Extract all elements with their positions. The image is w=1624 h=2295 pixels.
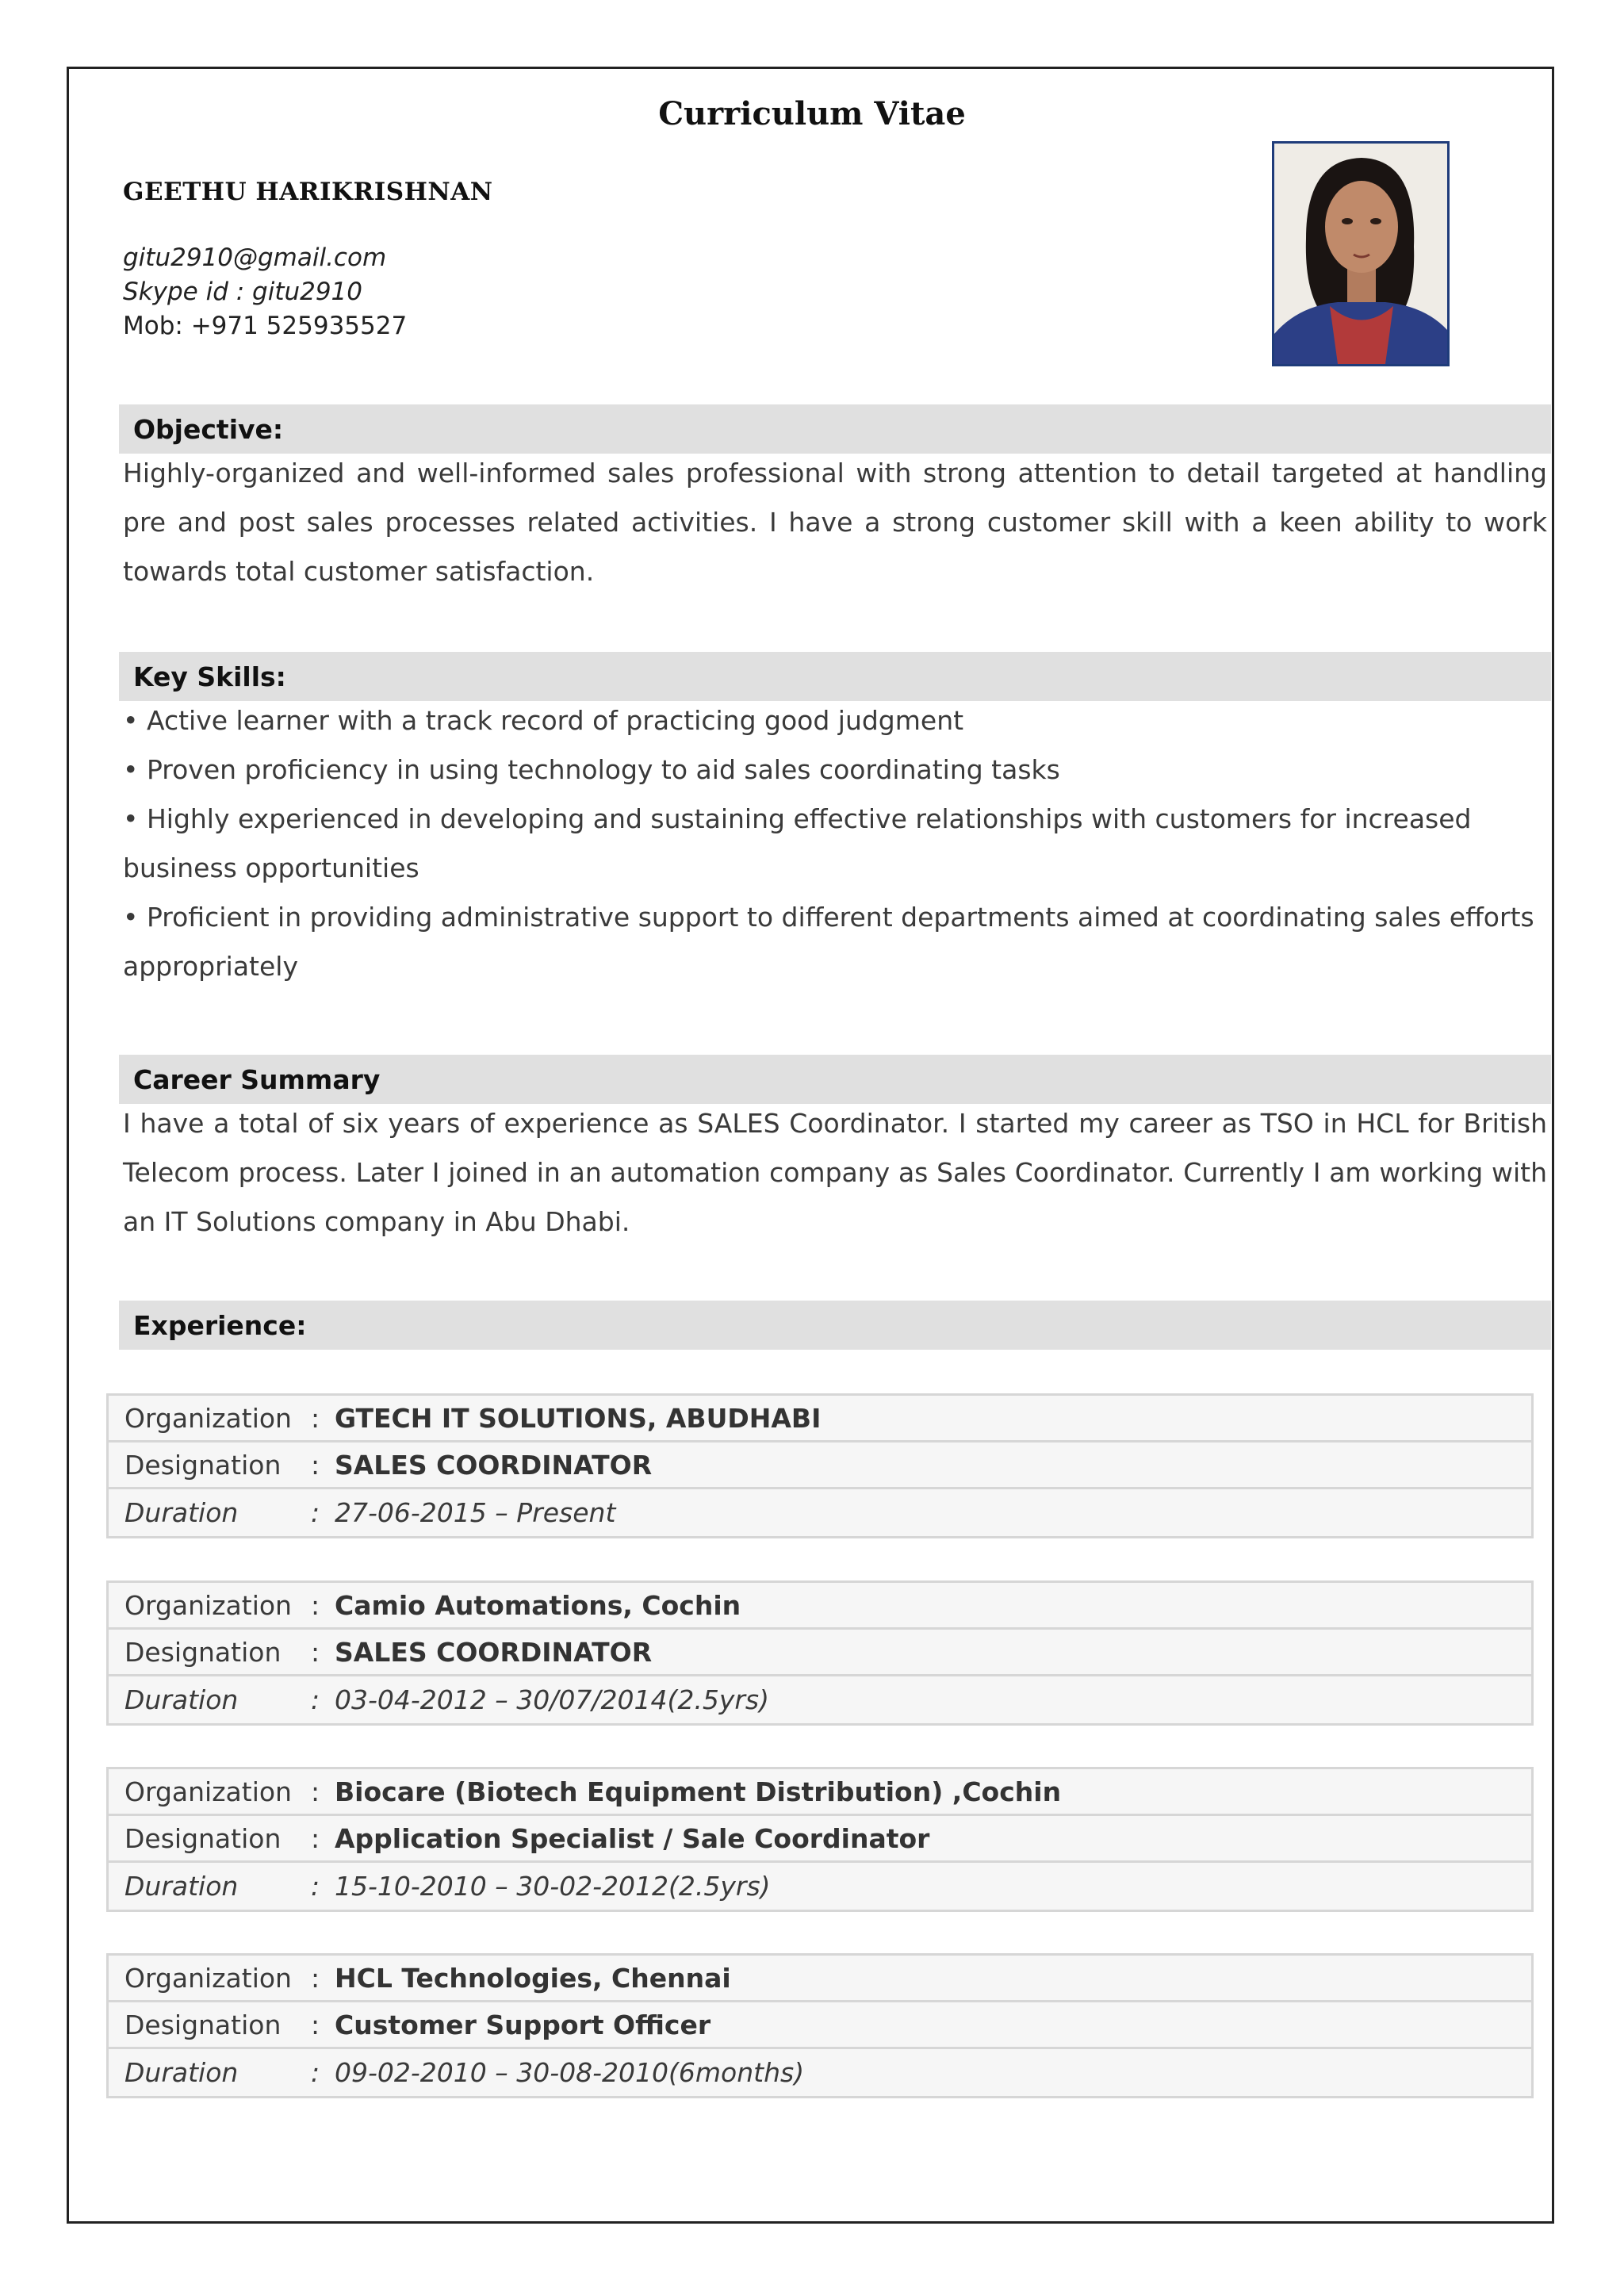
- duration-row: [109, 2049, 1531, 2096]
- organization-value: Biocare (Biotech Equipment Distribution) ,Cochin: [335, 1776, 1062, 1807]
- duration-label: Duration: [124, 2057, 239, 2088]
- section-heading-objective: Objective:: [119, 404, 1551, 454]
- skill-item: • Proven proficiency in using technology to aid sales coordinating tasks: [123, 754, 1060, 785]
- duration-value: 09-02-2010 – 30-08-2010(6months): [335, 2057, 805, 2088]
- skill-item: • Highly experienced in developing and sustaining effective relationships with customers for increased business opportunities: [123, 803, 1472, 883]
- portrait-image: [1274, 144, 1447, 364]
- organization-label: Organization: [124, 1402, 292, 1434]
- designation-row: [109, 1816, 1531, 1863]
- separator: :: [311, 1589, 320, 1621]
- organization-value: Camio Automations, Cochin: [335, 1589, 741, 1621]
- organization-row: [109, 1769, 1531, 1816]
- duration-row: [109, 1863, 1531, 1910]
- organization-label: Organization: [124, 1589, 292, 1621]
- organization-value: GTECH IT SOLUTIONS, ABUDHABI: [335, 1402, 822, 1434]
- skill-item: • Active learner with a track record of practicing good judgment: [123, 705, 964, 736]
- designation-value: SALES COORDINATOR: [335, 1636, 653, 1668]
- duration-label: Duration: [124, 1871, 239, 1902]
- organization-label: Organization: [124, 1776, 292, 1807]
- experience-entry: [106, 1767, 1534, 1912]
- section-heading-key-skills: Key Skills:: [119, 652, 1551, 701]
- separator: :: [311, 1871, 320, 1902]
- experience-entry: [106, 1393, 1534, 1538]
- career-summary-text: I have a total of six years of experience as SALES Coordinator. I started my career as TSO in HCL for British Telecom process. Later I joined in an automation company as Sales Coordinator. Currently I am working with an IT Solutions company in Abu Dhabi.: [123, 1108, 1547, 1237]
- experience-entry: [106, 1580, 1534, 1726]
- duration-row: [109, 1489, 1531, 1536]
- organization-row: [109, 1396, 1531, 1443]
- designation-value: Customer Support Officer: [335, 2009, 711, 2040]
- separator: :: [311, 1776, 320, 1807]
- separator: :: [311, 1822, 320, 1854]
- duration-value: 03-04-2012 – 30/07/2014(2.5yrs): [335, 1684, 769, 1715]
- designation-label: Designation: [124, 1449, 282, 1481]
- designation-row: [109, 1443, 1531, 1489]
- separator: :: [311, 1449, 320, 1481]
- duration-label: Duration: [124, 1684, 239, 1715]
- separator: :: [311, 1636, 320, 1668]
- mobile-number: Mob: +971 525935527: [123, 312, 408, 340]
- section-heading-experience: Experience:: [119, 1301, 1551, 1350]
- designation-row: [109, 1630, 1531, 1676]
- separator: :: [311, 1962, 320, 1994]
- organization-label: Organization: [124, 1962, 292, 1994]
- candidate-name: GEETHU HARIKRISHNAN: [123, 178, 493, 206]
- email-address[interactable]: gitu2910@gmail.com: [123, 243, 387, 272]
- duration-label: Duration: [124, 1497, 239, 1528]
- duration-row: [109, 1676, 1531, 1723]
- organization-row: [109, 1583, 1531, 1630]
- separator: :: [311, 2009, 320, 2040]
- designation-row: [109, 2002, 1531, 2049]
- designation-label: Designation: [124, 2009, 282, 2040]
- experience-entry: [106, 1953, 1534, 2098]
- duration-value: 27-06-2015 – Present: [335, 1497, 616, 1528]
- organization-value: HCL Technologies, Chennai: [335, 1962, 731, 1994]
- duration-value: 15-10-2010 – 30-02-2012(2.5yrs): [335, 1871, 771, 1902]
- designation-value: Application Specialist / Sale Coordinator: [335, 1822, 930, 1854]
- profile-photo: [1272, 141, 1450, 366]
- designation-label: Designation: [124, 1822, 282, 1854]
- separator: :: [311, 1402, 320, 1434]
- section-heading-career-summary: Career Summary: [119, 1055, 1551, 1104]
- separator: :: [311, 1497, 320, 1528]
- document-title: Curriculum Vitae: [658, 95, 966, 132]
- objective-text: Highly-organized and well-informed sales professional with strong attention to detail targeted at handling pre and post sales processes related activities. I have a strong customer skill with a keen ability to work towards total customer satisfaction.: [123, 458, 1547, 587]
- skype-id: Skype id : gitu2910: [123, 278, 363, 306]
- designation-label: Designation: [124, 1636, 282, 1668]
- separator: :: [311, 1684, 320, 1715]
- designation-value: SALES COORDINATOR: [335, 1449, 653, 1481]
- organization-row: [109, 1956, 1531, 2002]
- skill-item: • Proficient in providing administrative support to different departments aimed at coordinating sales efforts appropriately: [123, 902, 1534, 982]
- separator: :: [311, 2057, 320, 2088]
